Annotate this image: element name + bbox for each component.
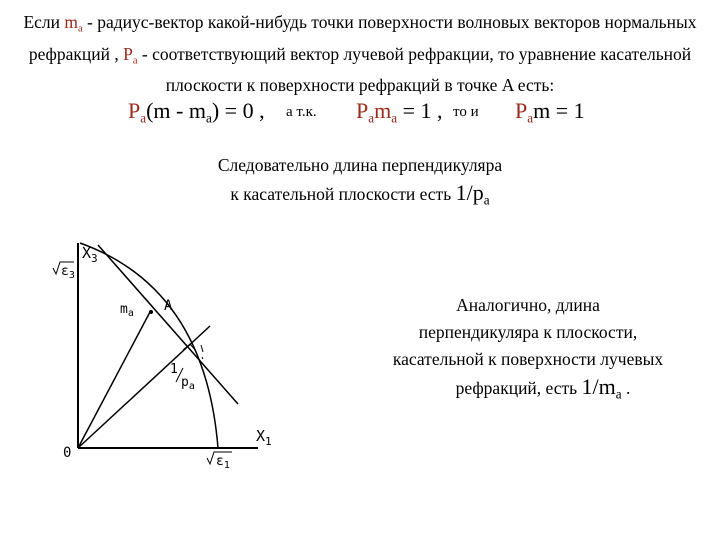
svg-text:ε1: $\varepsilon_1$ (216, 454, 230, 471)
radius-vector (78, 312, 150, 448)
svg-text:pa: $p_a$ (181, 375, 195, 392)
intro-text-3: - соответствующий вектор лучевой рефракции, то уравнение касательной плоскости к поверхности рефракций в точке A есть: (137, 43, 692, 96)
result-equation: $P_am = 1$ (515, 98, 585, 126)
perp-label (170, 362, 195, 392)
analog-text (358, 292, 698, 408)
conclusion-line-1: Следовательно длина перпендикуляра (217, 155, 503, 175)
analog-line-3: касательной к поверхности лучевых (392, 349, 664, 369)
analog-line-1: Аналогично, длина (456, 295, 600, 315)
ma-label: $m_a$ (120, 302, 134, 319)
ma-symbol: $m_a$ (64, 12, 83, 35)
x3-label: $X_3$ (82, 244, 98, 265)
sqrt-eps1-label (207, 452, 232, 471)
intro-text-2: - радиус-вектор какой-нибудь точки поверхности волновых векторов нормальных рефракций , (28, 12, 697, 64)
analog-line-4: рефракций, есть $1/m_a$ . (455, 374, 631, 402)
surface-curve (80, 243, 218, 448)
svg-text:ε3: $\varepsilon_3$ (61, 264, 75, 281)
x1-label: $X_1$ (256, 427, 272, 448)
angle-dot-marks (201, 345, 203, 359)
perp-length-value: $1/p_a$ (455, 180, 490, 208)
analog-line-2: перпендикуляра к плоскости, (418, 322, 638, 342)
since-text: а т.к. (286, 104, 317, 120)
tangent-plane-equation: $P_a(m - m_a) = 0$ , (128, 98, 265, 126)
pa-symbol: $P_a$ (123, 43, 138, 67)
point-a-label: A (164, 298, 173, 314)
svg-text:1: 1 (170, 362, 178, 377)
normalization-equation: $P_am_a = 1$ , (356, 98, 443, 126)
and-text: то и (453, 104, 479, 120)
origin-label: 0 (63, 445, 72, 461)
tangent-line (98, 245, 238, 404)
sqrt-eps3-label (53, 262, 75, 281)
intro-text-1: Если (23, 12, 65, 32)
conclusion-line-2: к касательной плоскости есть $1/p_a$ (230, 180, 490, 208)
point-a-dot (149, 310, 153, 314)
analog-value: $1/m_a$ (581, 374, 622, 402)
